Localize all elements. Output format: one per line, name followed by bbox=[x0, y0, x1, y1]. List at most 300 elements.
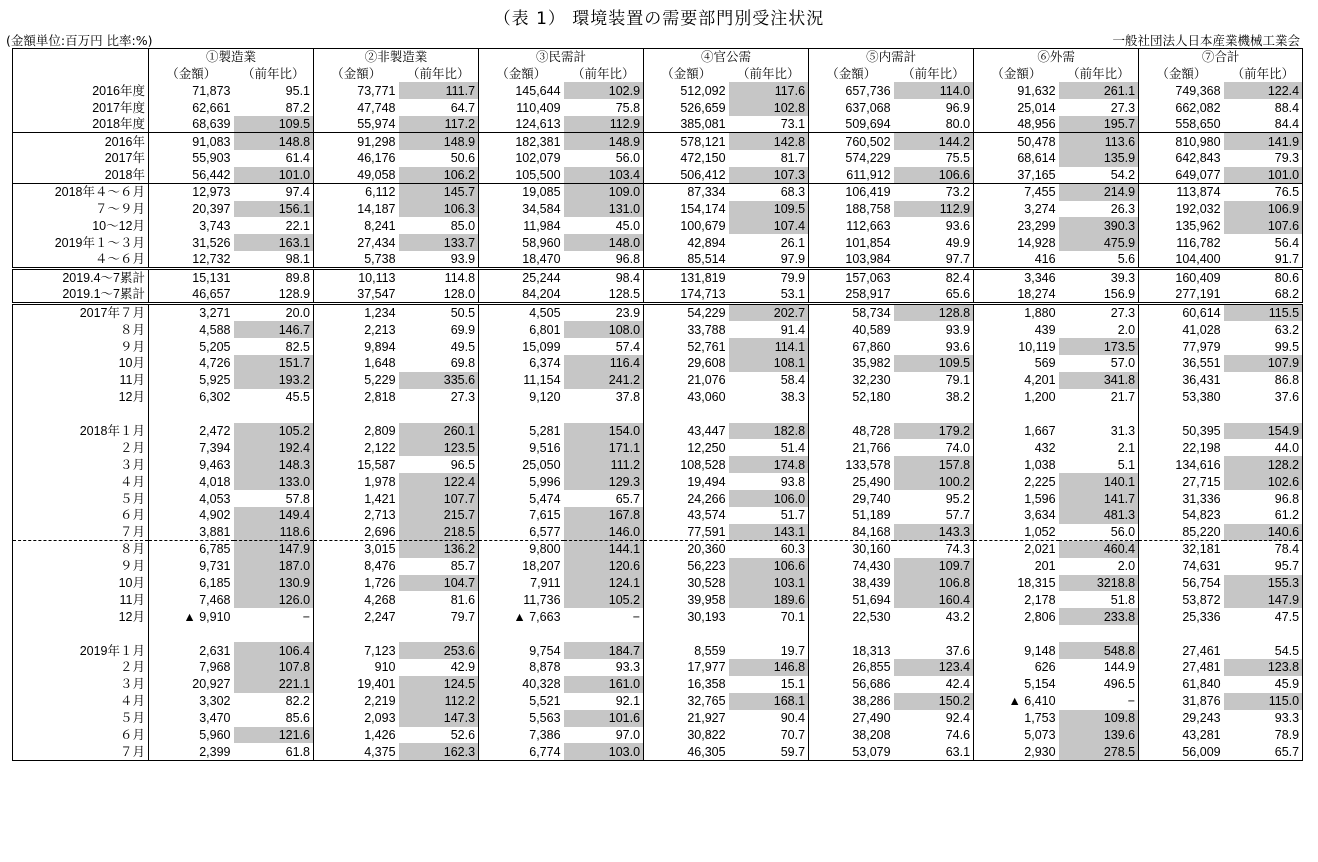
yoy-cell: 128.5 bbox=[608, 287, 641, 302]
sector-header: ⑤内需計 bbox=[809, 49, 974, 66]
amount-cell: 2,021 bbox=[974, 541, 1059, 558]
amount-cell: 385,081 bbox=[644, 116, 729, 133]
amount-cell: 157,063 bbox=[809, 269, 894, 287]
yoy-cell: 79.3 bbox=[1274, 151, 1300, 166]
yoy-cell: 142.8 bbox=[729, 133, 809, 150]
yoy-cell: 133.7 bbox=[399, 234, 479, 251]
row-label: ３月 bbox=[13, 456, 149, 473]
yoy-cell: 57.8 bbox=[285, 491, 311, 506]
amount-cell: 33,788 bbox=[644, 321, 729, 338]
empty-cell bbox=[1224, 406, 1303, 423]
yoy-cell: 481.3 bbox=[1059, 507, 1139, 524]
empty-cell bbox=[729, 625, 809, 642]
yoy-cell: 548.8 bbox=[1059, 642, 1139, 659]
amount-cell: 3,274 bbox=[974, 201, 1059, 218]
amount-cell: 48,956 bbox=[974, 116, 1059, 133]
sector-header: ⑥外需 bbox=[974, 49, 1139, 66]
amount-cell: 46,305 bbox=[644, 743, 729, 760]
empty-cell bbox=[399, 625, 479, 642]
amount-cell: 133,578 bbox=[809, 456, 894, 473]
yoy-subheader: （前年比） bbox=[407, 66, 470, 81]
amount-cell: 6,785 bbox=[149, 541, 234, 558]
amount-cell: 2,713 bbox=[314, 507, 399, 524]
yoy-cell: 189.6 bbox=[729, 591, 809, 608]
amount-cell: 53,872 bbox=[1139, 591, 1224, 608]
amount-cell: 22,198 bbox=[1139, 439, 1224, 456]
amount-cell: 113,874 bbox=[1139, 184, 1224, 201]
yoy-cell: 106.0 bbox=[729, 490, 809, 507]
sector-header: ②非製造業 bbox=[314, 49, 479, 66]
row-label: 2016年度 bbox=[13, 82, 149, 99]
table-row bbox=[13, 99, 1303, 116]
yoy-cell: 80.6 bbox=[1224, 269, 1303, 287]
amount-cell: 91,083 bbox=[149, 133, 234, 150]
yoy-cell: 73.1 bbox=[780, 117, 806, 132]
amount-cell: 62,661 bbox=[149, 99, 234, 116]
yoy-cell: 19.7 bbox=[780, 643, 806, 658]
yoy-cell: 167.8 bbox=[564, 507, 644, 524]
amount-cell: 29,243 bbox=[1139, 710, 1224, 727]
amount-cell: 43,060 bbox=[644, 389, 729, 406]
empty-cell bbox=[234, 406, 314, 423]
yoy-cell: 171.1 bbox=[564, 439, 644, 456]
yoy-subheader: （前年比） bbox=[1067, 66, 1130, 81]
yoy-cell: 93.3 bbox=[615, 660, 641, 675]
amount-cell: 30,822 bbox=[644, 727, 729, 744]
row-label bbox=[13, 406, 149, 423]
yoy-cell: 85.6 bbox=[285, 711, 311, 726]
yoy-cell: 26.3 bbox=[1110, 201, 1136, 216]
yoy-subheader: （前年比） bbox=[242, 66, 305, 81]
empty-cell bbox=[399, 406, 479, 423]
amount-cell: 526,659 bbox=[644, 99, 729, 116]
amount-cell: 11,984 bbox=[479, 217, 564, 234]
yoy-cell: 218.5 bbox=[399, 524, 479, 541]
row-label: 2019年１月 bbox=[13, 642, 149, 659]
row-label: 10月 bbox=[13, 575, 149, 592]
yoy-cell: 27.3 bbox=[1059, 304, 1139, 322]
yoy-cell: 5.1 bbox=[1117, 457, 1136, 472]
yoy-cell: 61.2 bbox=[1274, 508, 1300, 523]
table-row bbox=[13, 251, 1303, 269]
row-label: 12月 bbox=[13, 608, 149, 625]
yoy-cell: 192.4 bbox=[234, 439, 314, 456]
amount-cell: 101,854 bbox=[809, 234, 894, 251]
yoy-cell: 149.4 bbox=[234, 507, 314, 524]
amount-subheader: （金額） bbox=[974, 65, 1059, 82]
table-row bbox=[13, 710, 1303, 727]
row-label: 2017年７月 bbox=[13, 304, 149, 322]
amount-cell: 2,178 bbox=[974, 591, 1059, 608]
yoy-cell: 45.0 bbox=[615, 218, 641, 233]
amount-cell: 6,774 bbox=[479, 743, 564, 760]
row-label: ８月 bbox=[13, 321, 149, 338]
yoy-cell: 51.7 bbox=[780, 508, 806, 523]
yoy-cell: 58.4 bbox=[780, 373, 806, 388]
amount-cell: 31,336 bbox=[1139, 490, 1224, 507]
yoy-cell: 50.6 bbox=[450, 151, 476, 166]
amount-cell: 5,960 bbox=[149, 727, 234, 744]
yoy-cell: 148.9 bbox=[399, 133, 479, 150]
amount-cell bbox=[479, 608, 564, 625]
yoy-cell: 144.1 bbox=[564, 541, 644, 558]
amount-cell: 2,818 bbox=[314, 389, 399, 406]
amount-cell: 637,068 bbox=[809, 99, 894, 116]
amount-cell: 116,782 bbox=[1139, 234, 1224, 251]
amount-cell: 32,765 bbox=[644, 693, 729, 710]
amount-cell: 8,241 bbox=[314, 217, 399, 234]
organization-name: 一般社団法人日本産業機械工業会 bbox=[1112, 33, 1300, 48]
corner-cell bbox=[13, 65, 149, 82]
yoy-cell: 193.2 bbox=[234, 372, 314, 389]
yoy-cell: 107.7 bbox=[399, 490, 479, 507]
row-label: ７月 bbox=[13, 743, 149, 760]
yoy-cell: 79.9 bbox=[729, 269, 809, 287]
amount-cell: 569 bbox=[974, 355, 1059, 372]
empty-cell bbox=[1059, 625, 1139, 642]
amount-cell: 20,927 bbox=[149, 676, 234, 693]
amount-cell: 749,368 bbox=[1139, 82, 1224, 99]
empty-cell bbox=[729, 406, 809, 423]
amount-cell: 56,754 bbox=[1139, 575, 1224, 592]
yoy-cell: 57.4 bbox=[615, 339, 641, 354]
yoy-cell: 108.0 bbox=[564, 321, 644, 338]
yoy-subheader: （前年比） bbox=[1231, 66, 1295, 81]
amount-cell: 1,667 bbox=[974, 423, 1059, 440]
amount-subheader: （金額） bbox=[644, 65, 729, 82]
yoy-cell: 139.6 bbox=[1059, 727, 1139, 744]
row-label: 2019年１～３月 bbox=[13, 234, 149, 251]
amount-cell: 5,474 bbox=[479, 490, 564, 507]
yoy-cell: 79.7 bbox=[450, 609, 476, 624]
empty-cell bbox=[149, 406, 234, 423]
amount-cell: 2,809 bbox=[314, 423, 399, 440]
amount-cell: 42,894 bbox=[644, 234, 729, 251]
amount-cell: 36,431 bbox=[1139, 372, 1224, 389]
sector-header-row bbox=[13, 49, 1303, 66]
yoy-cell: 147.9 bbox=[1224, 591, 1303, 608]
table-row bbox=[13, 727, 1303, 744]
yoy-cell: 63.1 bbox=[945, 744, 971, 759]
yoy-cell: 335.6 bbox=[399, 372, 479, 389]
amount-cell: 1,421 bbox=[314, 490, 399, 507]
amount-value: ▲ 9,910 bbox=[183, 609, 231, 624]
row-label: ６月 bbox=[13, 507, 149, 524]
amount-cell: 8,878 bbox=[479, 659, 564, 676]
table-row bbox=[13, 490, 1303, 507]
amount-cell: 22,530 bbox=[809, 608, 894, 625]
row-label: ２月 bbox=[13, 659, 149, 676]
yoy-cell: 195.7 bbox=[1059, 116, 1139, 133]
yoy-cell: 115.5 bbox=[1224, 304, 1303, 322]
yoy-cell: 49.5 bbox=[450, 339, 476, 354]
yoy-cell: 143.1 bbox=[729, 524, 809, 541]
yoy-cell: 114.0 bbox=[894, 82, 974, 99]
yoy-cell: 106.6 bbox=[729, 558, 809, 575]
corner-cell bbox=[13, 49, 149, 66]
yoy-cell: 47.5 bbox=[1274, 609, 1300, 624]
yoy-cell: 57.7 bbox=[945, 508, 971, 523]
row-label: 2018年 bbox=[13, 167, 149, 184]
amount-cell: 30,528 bbox=[644, 575, 729, 592]
amount-cell: 32,181 bbox=[1139, 541, 1224, 558]
row-label: ２月 bbox=[13, 439, 149, 456]
yoy-cell: 105.2 bbox=[234, 423, 314, 440]
yoy-cell: 114.1 bbox=[729, 338, 809, 355]
empty-cell bbox=[894, 406, 974, 423]
yoy-cell: 148.9 bbox=[564, 133, 644, 150]
yoy-cell: 156.9 bbox=[1103, 287, 1136, 302]
yoy-cell: 111.7 bbox=[399, 82, 479, 99]
amount-cell: 12,732 bbox=[149, 251, 234, 269]
amount-cell: 4,505 bbox=[479, 304, 564, 322]
amount-cell: 4,018 bbox=[149, 473, 234, 490]
amount-cell: 2,225 bbox=[974, 473, 1059, 490]
amount-cell: 85,220 bbox=[1139, 524, 1224, 541]
amount-cell: 1,648 bbox=[314, 355, 399, 372]
yoy-cell: 128.8 bbox=[894, 304, 974, 322]
yoy-cell: 113.6 bbox=[1059, 133, 1139, 150]
yoy-cell: 121.6 bbox=[234, 727, 314, 744]
amount-cell: 105,500 bbox=[479, 167, 564, 184]
yoy-cell: 76.5 bbox=[1224, 184, 1303, 201]
row-label: ７～９月 bbox=[13, 201, 149, 218]
amount-cell: 7,455 bbox=[974, 184, 1059, 201]
amount-cell: 108,528 bbox=[644, 456, 729, 473]
yoy-cell: 70.1 bbox=[780, 609, 806, 624]
amount-cell: 104,400 bbox=[1139, 251, 1224, 269]
amount-subheader: （金額） bbox=[149, 65, 234, 82]
yoy-cell: 147.3 bbox=[399, 710, 479, 727]
table-row bbox=[13, 558, 1303, 575]
amount-cell: 74,430 bbox=[809, 558, 894, 575]
yoy-cell: 78.4 bbox=[1224, 541, 1303, 558]
yoy-cell: 82.2 bbox=[285, 694, 311, 709]
amount-cell: 2,213 bbox=[314, 321, 399, 338]
yoy-cell: 130.9 bbox=[234, 575, 314, 592]
yoy-cell: 38.3 bbox=[780, 390, 806, 405]
yoy-cell: 60.3 bbox=[729, 541, 809, 558]
amount-cell: 5,229 bbox=[314, 372, 399, 389]
yoy-cell: 96.5 bbox=[450, 457, 476, 472]
table-row bbox=[13, 150, 1303, 167]
amount-cell: 48,728 bbox=[809, 423, 894, 440]
yoy-cell: 233.8 bbox=[1059, 608, 1139, 625]
amount-cell: 649,077 bbox=[1139, 167, 1224, 184]
amount-cell: 55,974 bbox=[314, 116, 399, 133]
table-row bbox=[13, 423, 1303, 440]
empty-cell bbox=[1139, 625, 1224, 642]
table-row bbox=[13, 507, 1303, 524]
yoy-cell: 69.8 bbox=[450, 356, 476, 371]
amount-cell: 657,736 bbox=[809, 82, 894, 99]
row-label: ９月 bbox=[13, 338, 149, 355]
empty-cell bbox=[644, 406, 729, 423]
yoy-cell: 102.8 bbox=[729, 99, 809, 116]
yoy-cell: 80.0 bbox=[945, 117, 971, 132]
yoy-cell: 124.5 bbox=[399, 676, 479, 693]
yoy-cell: 135.9 bbox=[1059, 150, 1139, 167]
amount-cell: 73,771 bbox=[314, 82, 399, 99]
yoy-cell: 460.4 bbox=[1059, 541, 1139, 558]
yoy-cell: 475.9 bbox=[1059, 234, 1139, 251]
yoy-cell: 116.4 bbox=[564, 355, 644, 372]
amount-cell: 18,315 bbox=[974, 575, 1059, 592]
yoy-cell: − bbox=[1127, 694, 1136, 709]
row-label: 2019.1～7累計 bbox=[13, 286, 149, 304]
amount-cell: 7,615 bbox=[479, 507, 564, 524]
yoy-cell: 102.9 bbox=[564, 82, 644, 99]
yoy-cell: 96.8 bbox=[615, 252, 641, 267]
yoy-cell: 74.0 bbox=[945, 440, 971, 455]
yoy-cell: 70.7 bbox=[780, 728, 806, 742]
row-label: ５月 bbox=[13, 490, 149, 507]
row-label: 10月 bbox=[13, 355, 149, 372]
amount-cell: 15,131 bbox=[149, 269, 234, 287]
yoy-cell: 154.9 bbox=[1224, 423, 1303, 440]
amount-cell: 18,207 bbox=[479, 558, 564, 575]
amount-cell: 2,472 bbox=[149, 423, 234, 440]
yoy-cell: 2.1 bbox=[1117, 440, 1136, 455]
amount-cell: 87,334 bbox=[644, 184, 729, 201]
empty-cell bbox=[1224, 625, 1303, 642]
yoy-cell: 168.1 bbox=[729, 693, 809, 710]
yoy-cell: 182.8 bbox=[729, 423, 809, 440]
yoy-cell: 37.6 bbox=[945, 643, 971, 658]
amount-cell: 3,271 bbox=[149, 304, 234, 322]
yoy-cell: 56.0 bbox=[1110, 525, 1136, 540]
yoy-cell: 95.1 bbox=[285, 83, 311, 98]
amount-cell: 36,551 bbox=[1139, 355, 1224, 372]
amount-cell: 5,563 bbox=[479, 710, 564, 727]
yoy-cell: 241.2 bbox=[564, 372, 644, 389]
yoy-cell: 174.8 bbox=[729, 456, 809, 473]
table-row bbox=[13, 743, 1303, 760]
yoy-cell: − bbox=[632, 609, 641, 624]
table-row bbox=[13, 217, 1303, 234]
table-row bbox=[13, 269, 1303, 287]
amount-cell: 7,468 bbox=[149, 591, 234, 608]
amount-cell: 4,201 bbox=[974, 372, 1059, 389]
amount-subheader: （金額） bbox=[479, 65, 564, 82]
amount-cell: 9,148 bbox=[974, 642, 1059, 659]
amount-cell: 27,490 bbox=[809, 710, 894, 727]
yoy-cell: 140.1 bbox=[1059, 473, 1139, 490]
empty-cell bbox=[479, 406, 564, 423]
amount-cell: 4,726 bbox=[149, 355, 234, 372]
amount-cell: 51,189 bbox=[809, 507, 894, 524]
yoy-cell: 106.8 bbox=[894, 575, 974, 592]
yoy-cell: 61.8 bbox=[285, 744, 311, 759]
yoy-subheader: （前年比） bbox=[737, 66, 800, 81]
yoy-cell: 112.9 bbox=[894, 201, 974, 218]
table-row bbox=[13, 304, 1303, 322]
amount-cell: 6,374 bbox=[479, 355, 564, 372]
yoy-cell: 101.0 bbox=[1224, 167, 1303, 184]
amount-cell: 160,409 bbox=[1139, 269, 1224, 287]
empty-cell bbox=[314, 625, 399, 642]
yoy-cell: 202.7 bbox=[729, 304, 809, 322]
yoy-cell: 65.7 bbox=[1274, 744, 1300, 759]
row-label: ６月 bbox=[13, 727, 149, 744]
yoy-cell: 148.8 bbox=[234, 133, 314, 150]
yoy-cell: 133.0 bbox=[234, 473, 314, 490]
amount-cell: 54,823 bbox=[1139, 507, 1224, 524]
amount-cell: 145,644 bbox=[479, 82, 564, 99]
amount-cell: 40,589 bbox=[809, 321, 894, 338]
yoy-cell: 126.0 bbox=[234, 591, 314, 608]
amount-cell: 574,229 bbox=[809, 150, 894, 167]
yoy-cell: 151.7 bbox=[234, 355, 314, 372]
yoy-cell: 122.4 bbox=[1224, 82, 1303, 99]
yoy-cell: 136.2 bbox=[399, 541, 479, 558]
yoy-cell: 96.8 bbox=[1274, 491, 1300, 506]
table-row bbox=[13, 575, 1303, 592]
amount-cell: 103,984 bbox=[809, 251, 894, 269]
yoy-cell: 97.0 bbox=[615, 728, 641, 742]
amount-cell: 25,014 bbox=[974, 99, 1059, 116]
amount-cell: 2,122 bbox=[314, 439, 399, 456]
yoy-cell: 3218.8 bbox=[1059, 575, 1139, 592]
yoy-cell: 42.9 bbox=[450, 660, 476, 675]
table-row bbox=[13, 524, 1303, 541]
yoy-cell: 45.5 bbox=[285, 390, 311, 405]
amount-cell: 509,694 bbox=[809, 116, 894, 133]
yoy-cell: 143.3 bbox=[894, 524, 974, 541]
yoy-cell: 31.3 bbox=[1110, 423, 1136, 438]
table-row bbox=[13, 201, 1303, 218]
amount-cell: 25,490 bbox=[809, 473, 894, 490]
amount-cell: 2,806 bbox=[974, 608, 1059, 625]
amount-cell: 1,038 bbox=[974, 456, 1059, 473]
yoy-cell: 106.4 bbox=[234, 642, 314, 659]
row-label: ８月 bbox=[13, 541, 149, 558]
row-label: 11月 bbox=[13, 591, 149, 608]
yoy-cell: 98.1 bbox=[285, 252, 311, 267]
amount-cell: 6,801 bbox=[479, 321, 564, 338]
amount-cell: 2,219 bbox=[314, 693, 399, 710]
yoy-cell: 161.0 bbox=[564, 676, 644, 693]
yoy-cell: 104.7 bbox=[399, 575, 479, 592]
yoy-cell: 99.5 bbox=[1274, 339, 1300, 354]
amount-cell: 2,696 bbox=[314, 524, 399, 541]
yoy-cell: 96.9 bbox=[945, 100, 971, 115]
amount-cell: 642,843 bbox=[1139, 150, 1224, 167]
amount-cell: 9,463 bbox=[149, 456, 234, 473]
spacer-row bbox=[13, 406, 1303, 423]
amount-subheader: （金額） bbox=[809, 65, 894, 82]
yoy-cell: 68.3 bbox=[729, 184, 809, 201]
unit-note: (金額単位:百万円 比率:%) bbox=[6, 33, 153, 48]
amount-cell: 9,120 bbox=[479, 389, 564, 406]
empty-cell bbox=[644, 625, 729, 642]
amount-cell: 416 bbox=[974, 251, 1059, 269]
amount-cell: 188,758 bbox=[809, 201, 894, 218]
yoy-cell: 109.8 bbox=[1059, 710, 1139, 727]
amount-cell: 38,286 bbox=[809, 693, 894, 710]
amount-cell: 51,694 bbox=[809, 591, 894, 608]
amount-cell: 27,461 bbox=[1139, 642, 1224, 659]
amount-cell: 29,740 bbox=[809, 490, 894, 507]
table-row bbox=[13, 541, 1303, 558]
empty-cell bbox=[234, 625, 314, 642]
amount-cell: 56,223 bbox=[644, 558, 729, 575]
amount-cell: 8,476 bbox=[314, 558, 399, 575]
amount-cell: 21,927 bbox=[644, 710, 729, 727]
amount-subheader: （金額） bbox=[1139, 65, 1224, 82]
amount-cell: 3,015 bbox=[314, 541, 399, 558]
amount-cell: 53,380 bbox=[1139, 389, 1224, 406]
